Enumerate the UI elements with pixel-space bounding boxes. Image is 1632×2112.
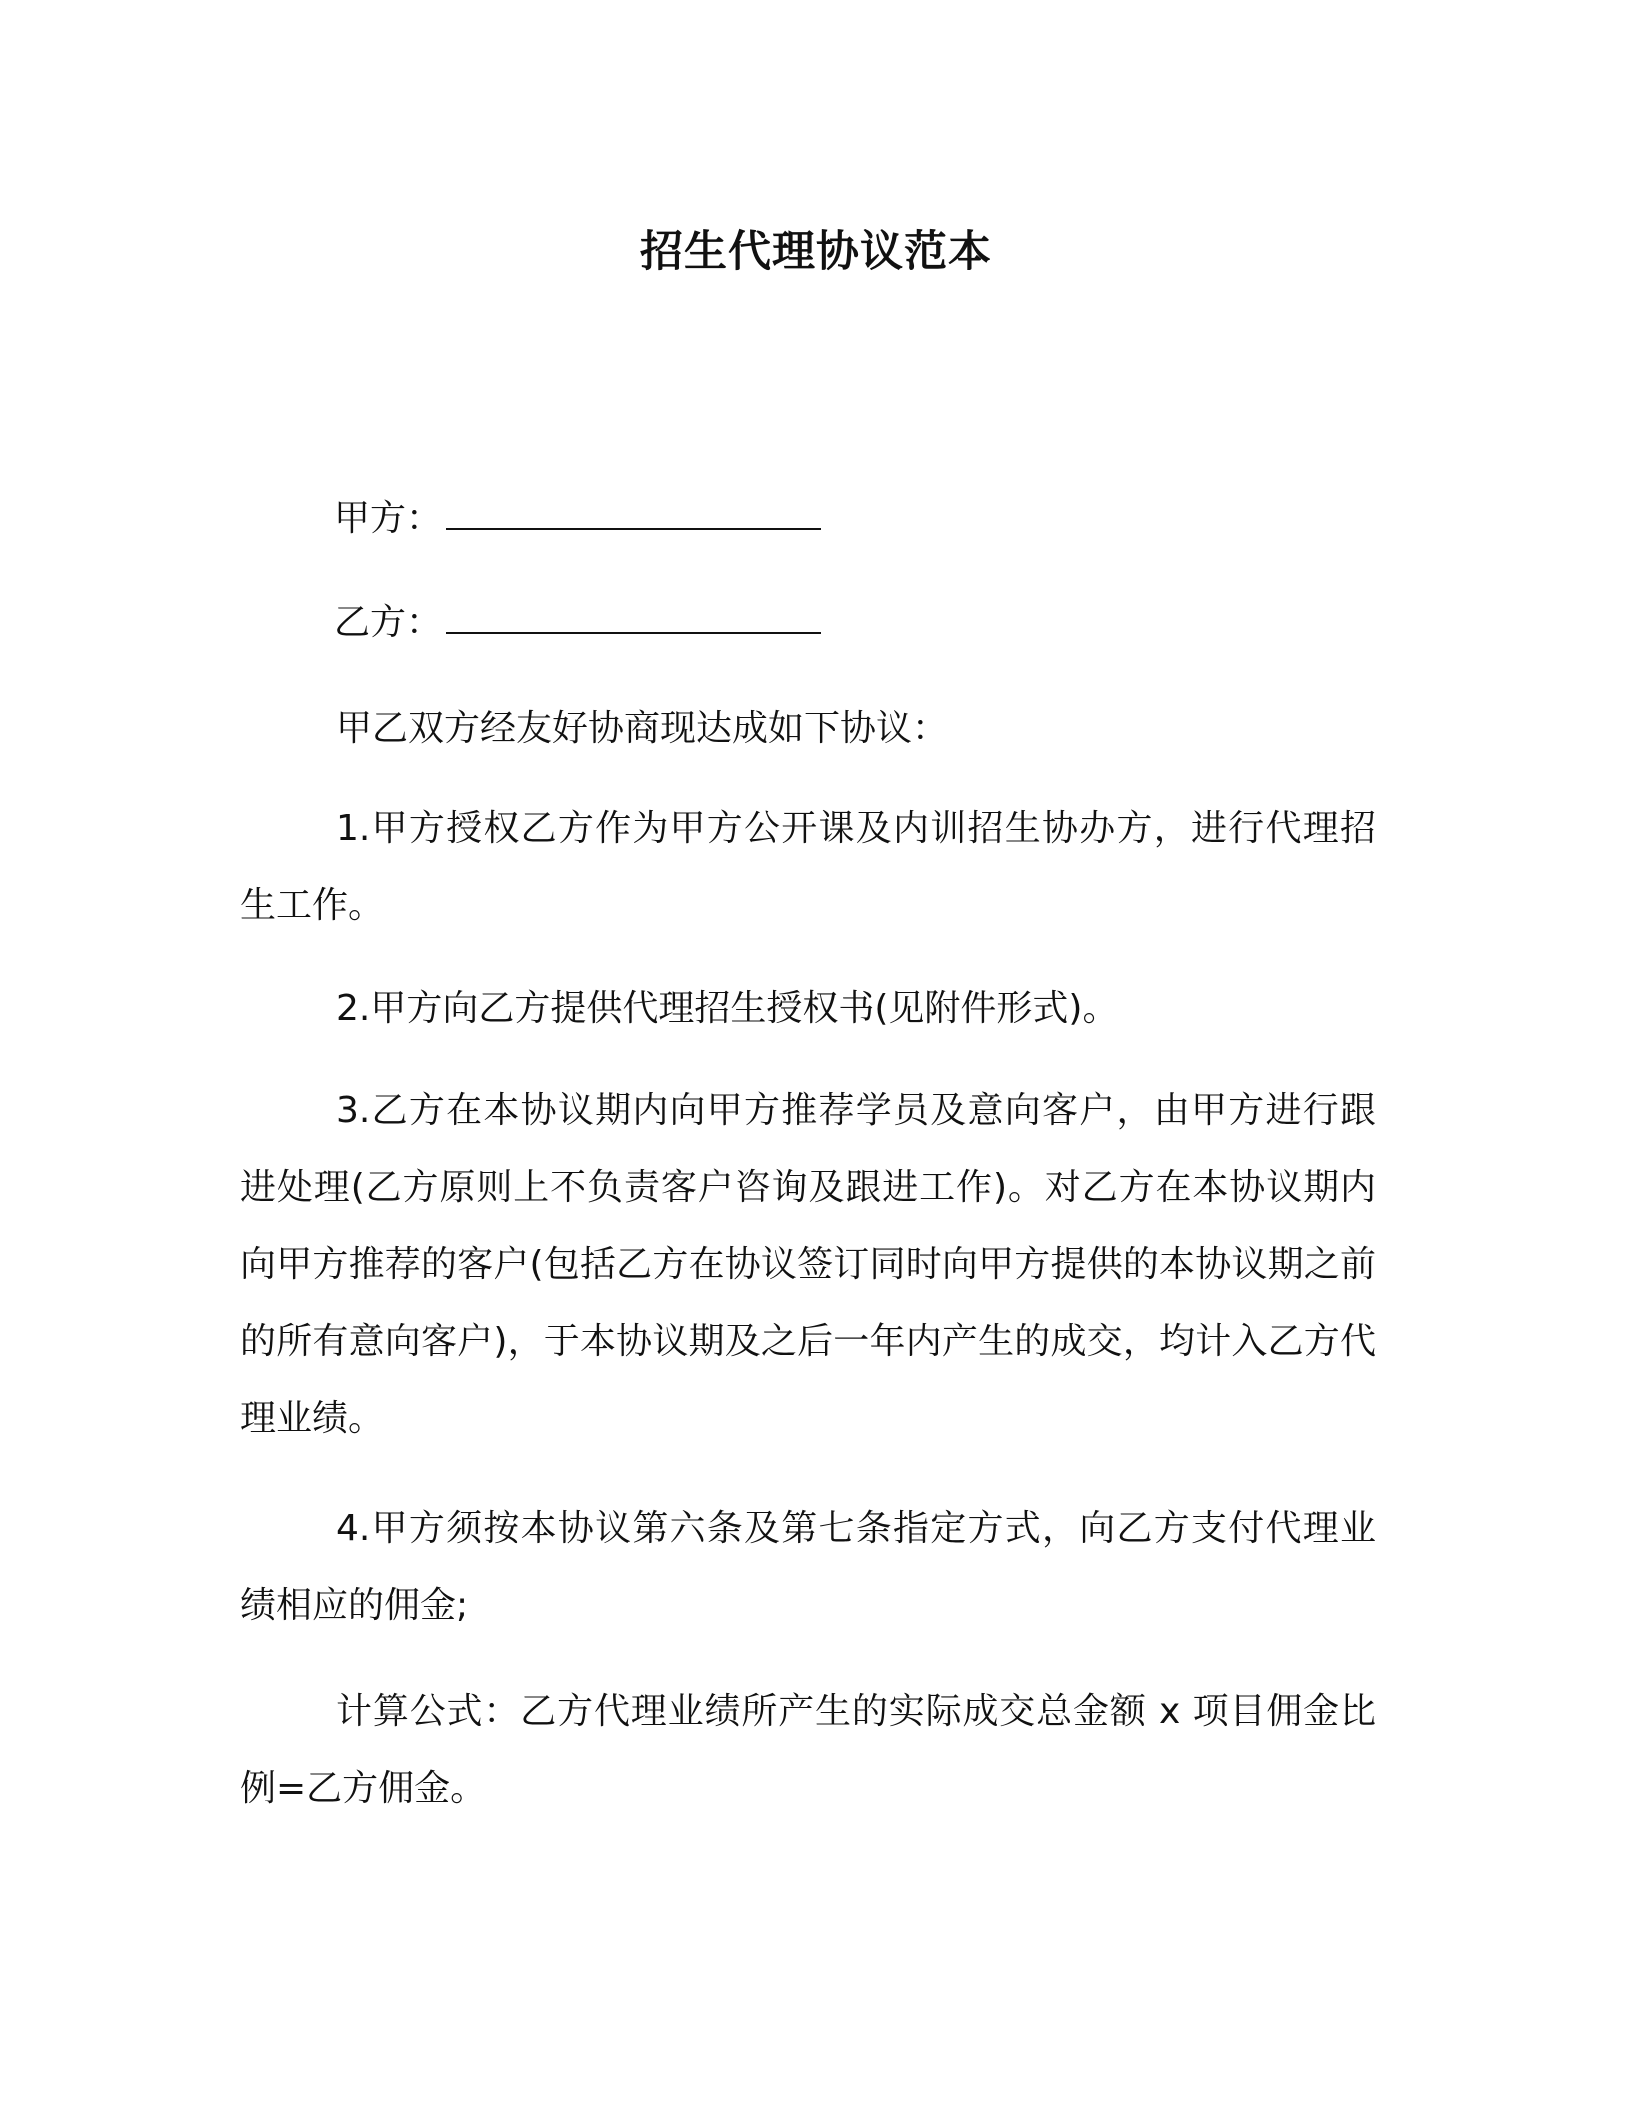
- party-a-label: 甲方：: [334, 498, 443, 539]
- party-a-blank: [446, 498, 821, 530]
- formula-paragraph: 计算公式：乙方代理业绩所产生的实际成交总金额 x 项目佣金比例=乙方佣金。: [240, 1691, 1376, 1809]
- clause-4-paragraph: 4.甲方须按本协议第六条及第七条指定方式，向乙方支付代理业绩相应的佣金;: [240, 1508, 1376, 1626]
- document-title: 招生代理协议范本: [640, 227, 992, 277]
- party-b-label: 乙方：: [334, 602, 443, 643]
- clause-3-paragraph: 3.乙方在本协议期内向甲方推荐学员及意向客户，由甲方进行跟进处理(乙方原则上不负责客户咨询及跟进工作)。对乙方在本协议期内向甲方推荐的客户(包括乙方在协议签订同时向甲方提供的本协议期之前的所有意向客户)，于本协议期及之后一年内产生的成交，均计入乙方代理业绩。: [240, 1090, 1376, 1439]
- party-b-line: [334, 598, 821, 648]
- clause-2-paragraph: 2.甲方向乙方提供代理招生授权书(见附件形式)。: [336, 988, 1119, 1029]
- intro-paragraph: 甲乙双方经友好协商现达成如下协议：: [336, 708, 949, 749]
- party-a-line: [334, 494, 821, 544]
- clause-1-paragraph: 1.甲方授权乙方作为甲方公开课及内训招生协办方，进行代理招生工作。: [240, 808, 1376, 926]
- party-b-blank: [446, 602, 821, 634]
